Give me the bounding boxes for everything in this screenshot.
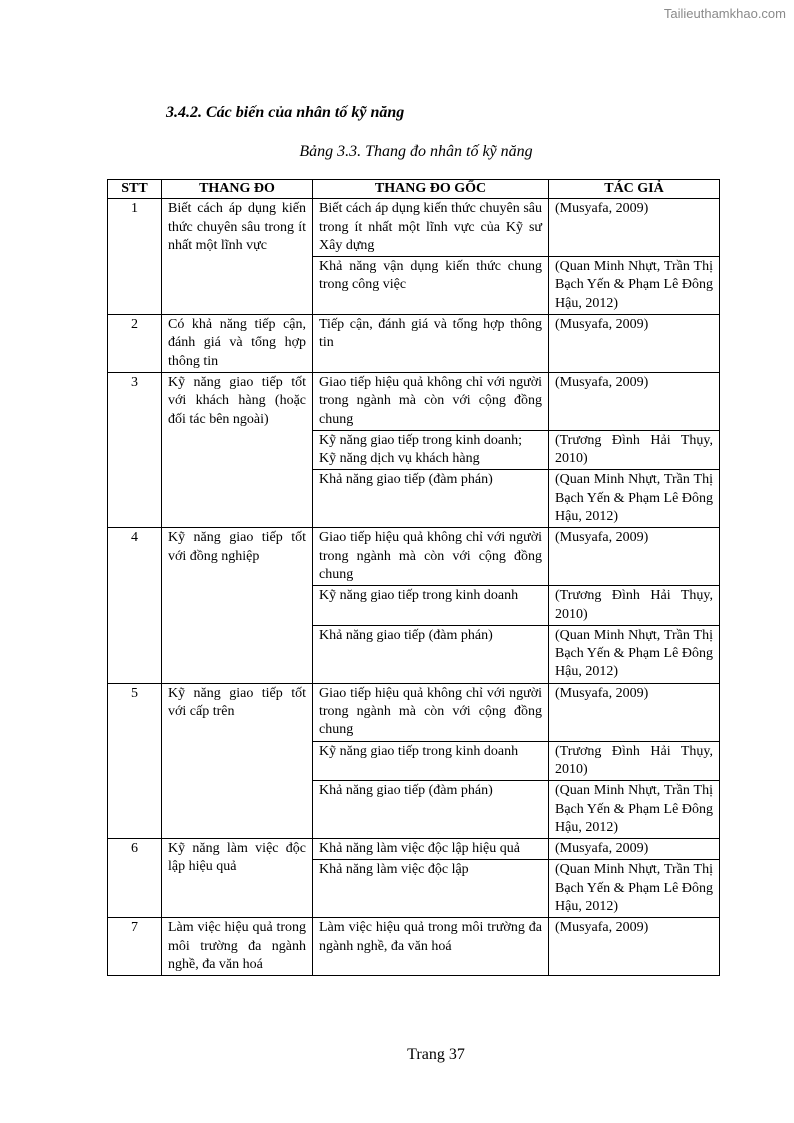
original-scale-cell: Khả năng giao tiếp (đàm phán) (313, 625, 549, 683)
scale-cell: Kỹ năng giao tiếp tốt với khách hàng (hoặc đối tác bên ngoài) (162, 372, 313, 527)
original-scale-cell: Kỹ năng giao tiếp trong kinh doanh (313, 586, 549, 626)
skill-scale-table (107, 179, 720, 976)
stt-cell: 6 (108, 839, 162, 918)
table-header-row (108, 180, 720, 199)
table-row (108, 918, 720, 976)
stt-cell: 4 (108, 528, 162, 683)
original-scale-cell: Làm việc hiệu quả trong môi trường đa ngành nghề, đa văn hoá (313, 918, 549, 976)
stt-cell: 2 (108, 315, 162, 373)
table-row (108, 315, 720, 373)
author-cell: (Trương Đình Hải Thụy, 2010) (549, 430, 720, 470)
scale-cell: Làm việc hiệu quả trong môi trường đa ngành nghề, đa văn hoá (162, 918, 313, 976)
original-scale-cell: Biết cách áp dụng kiến thức chuyên sâu trong ít nhất một lĩnh vực của Kỹ sư Xây dựng (313, 199, 549, 257)
table-row (108, 839, 720, 860)
author-cell: (Musyafa, 2009) (549, 683, 720, 741)
header-stt: STT (108, 180, 162, 199)
author-cell: (Quan Minh Nhựt, Trần Thị Bạch Yến & Phạm Lê Đông Hậu, 2012) (549, 860, 720, 918)
original-scale-cell: Khả năng vận dụng kiến thức chung trong công việc (313, 257, 549, 315)
original-scale-cell: Giao tiếp hiệu quả không chỉ với người trong ngành mà còn với cộng đồng chung (313, 683, 549, 741)
page-number: Trang 37 (407, 1046, 465, 1063)
original-scale-cell: Giao tiếp hiệu quả không chỉ với người trong ngành mà còn với cộng đồng chung (313, 372, 549, 430)
original-scale-cell: Khả năng giao tiếp (đàm phán) (313, 470, 549, 528)
original-scale-cell: Khả năng giao tiếp (đàm phán) (313, 781, 549, 839)
author-cell: (Musyafa, 2009) (549, 918, 720, 976)
header-original-scale: THANG ĐO GỐC (313, 180, 549, 199)
author-cell: (Trương Đình Hải Thụy, 2010) (549, 586, 720, 626)
scale-cell: Biết cách áp dụng kiến thức chuyên sâu trong ít nhất một lĩnh vực (162, 199, 313, 315)
scale-cell: Kỹ năng giao tiếp tốt với cấp trên (162, 683, 313, 838)
author-cell: (Musyafa, 2009) (549, 372, 720, 430)
author-cell: (Quan Minh Nhựt, Trần Thị Bạch Yến & Phạm Lê Đông Hậu, 2012) (549, 470, 720, 528)
stt-cell: 3 (108, 372, 162, 527)
author-cell: (Musyafa, 2009) (549, 315, 720, 373)
author-cell: (Musyafa, 2009) (549, 839, 720, 860)
original-scale-cell: Khả năng làm việc độc lập hiệu quả (313, 839, 549, 860)
section-heading: 3.4.2. Các biến của nhân tố kỹ năng (166, 104, 405, 121)
author-cell: (Trương Đình Hải Thụy, 2010) (549, 741, 720, 781)
scale-cell: Kỹ năng giao tiếp tốt với đồng nghiệp (162, 528, 313, 683)
header-scale: THANG ĐO (162, 180, 313, 199)
original-scale-cell: Tiếp cận, đánh giá và tổng hợp thông tin (313, 315, 549, 373)
table-row (108, 372, 720, 430)
original-scale-cell: Kỹ năng giao tiếp trong kinh doanh (313, 741, 549, 781)
scale-cell: Kỹ năng làm việc độc lập hiệu quả (162, 839, 313, 918)
original-scale-cell: Kỹ năng giao tiếp trong kinh doanh; Kỹ năng dịch vụ khách hàng (313, 430, 549, 470)
author-cell: (Musyafa, 2009) (549, 199, 720, 257)
author-cell: (Quan Minh Nhựt, Trần Thị Bạch Yến & Phạm Lê Đông Hậu, 2012) (549, 625, 720, 683)
stt-cell: 5 (108, 683, 162, 838)
table-row (108, 528, 720, 586)
author-cell: (Quan Minh Nhựt, Trần Thị Bạch Yến & Phạm Lê Đông Hậu, 2012) (549, 781, 720, 839)
table-row (108, 199, 720, 257)
watermark: Tailieuthamkhao.com (663, 6, 786, 21)
stt-cell: 7 (108, 918, 162, 976)
table-caption: Bảng 3.3. Thang đo nhân tố kỹ năng (299, 143, 533, 160)
author-cell: (Musyafa, 2009) (549, 528, 720, 586)
author-cell: (Quan Minh Nhựt, Trần Thị Bạch Yến & Phạm Lê Đông Hậu, 2012) (549, 257, 720, 315)
scale-cell: Có khả năng tiếp cận, đánh giá và tổng hợp thông tin (162, 315, 313, 373)
original-scale-cell: Giao tiếp hiệu quả không chỉ với người trong ngành mà còn với cộng đồng chung (313, 528, 549, 586)
header-author: TÁC GIẢ (549, 180, 720, 199)
original-scale-cell: Khả năng làm việc độc lập (313, 860, 549, 918)
stt-cell: 1 (108, 199, 162, 315)
table-row (108, 683, 720, 741)
